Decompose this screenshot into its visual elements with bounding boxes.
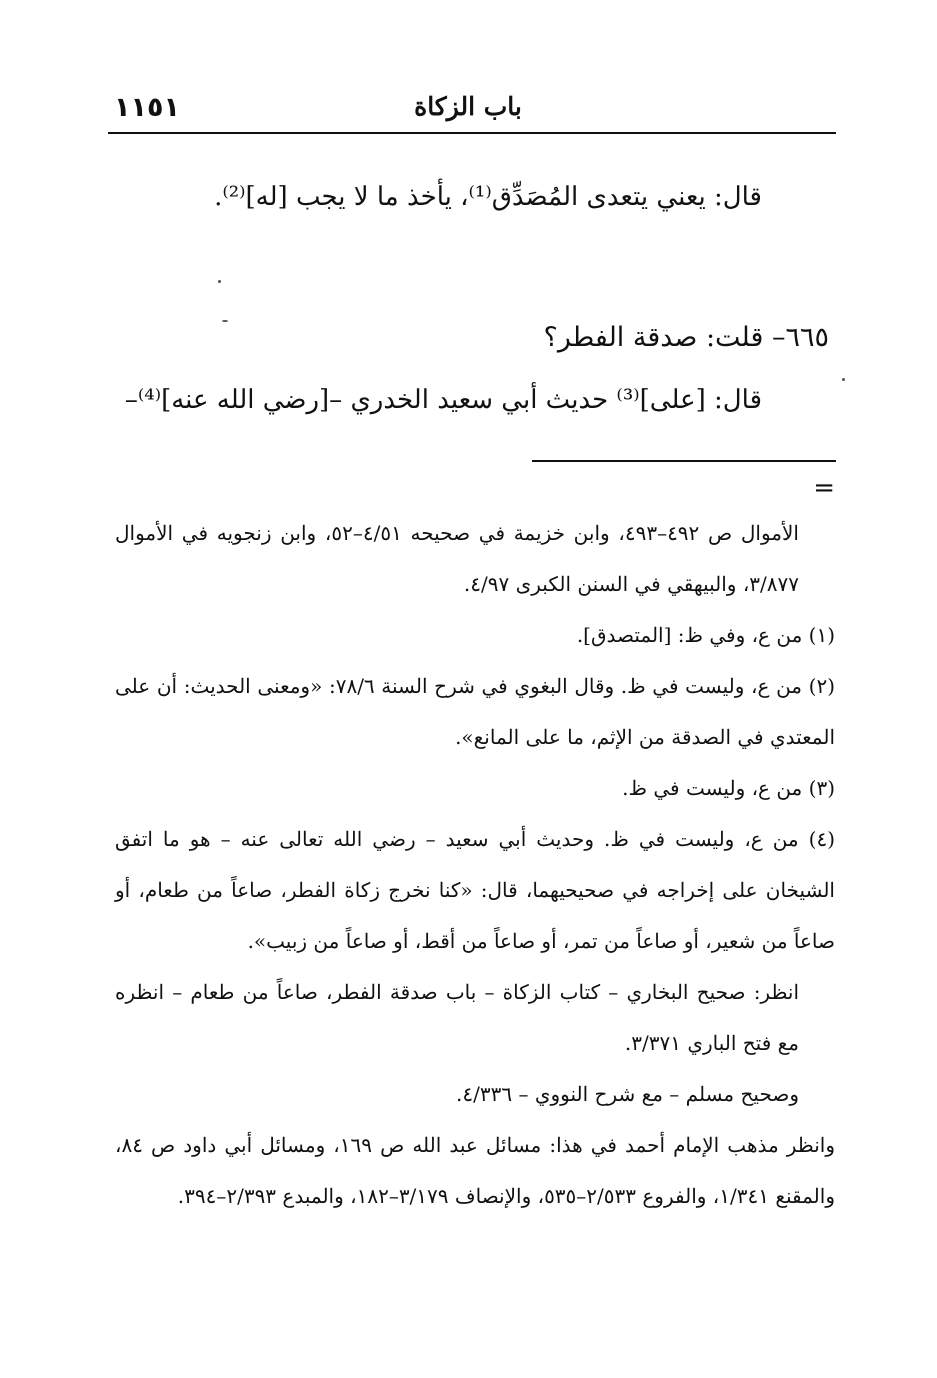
page-number: ١١٥١ — [114, 92, 180, 123]
header-rule — [108, 132, 836, 134]
footnote-reference: انظر: صحيح البخاري – كتاب الزكاة – باب صدقة الفطر، صاعاً من طعام – انظره مع فتح الباري ٣/٣٧١. — [115, 980, 799, 1055]
question-heading: ٦٦٥– قلت: صدقة الفطر؟ — [543, 322, 829, 353]
running-head: باب الزكاة — [414, 92, 522, 121]
footnote-reference: وصحيح مسلم – مع شرح النووي – ٤/٣٣٦. — [456, 1082, 799, 1106]
footnote-2: (٢) من ع، وليست في ظ. وقال البغوي في شرح السنة ٧٨/٦: «ومعنى الحديث: أن على المعتدي في الصدقة من الإثم، ما على المانع». — [115, 674, 835, 749]
page-header — [108, 90, 836, 130]
continuation-mark: = — [813, 473, 835, 503]
footnote-4: (٤) من ع، وليست في ظ. وحديث أبي سعيد – رضي الله تعالى عنه – هو ما اتفق الشيخان على إخراجه في صحيحيهما، قال: «كنا نخرج زكاة الفطر، صاعاً من طعام، أو صاعاً من شعير، أو صاعاً من تمر، أو صاعاً من أقط، أو صاعاً من زبيب». — [115, 827, 835, 953]
main-text-line: قال: [على]⁽³⁾ حديث أبي سعيد الخدري –[رضي الله عنه]⁽⁴⁾– — [124, 385, 762, 415]
footnote-continuation: الأموال ص ٤٩٢–٤٩٣، وابن خزيمة في صحيحه ٤/٥١–٥٢، وابن زنجويه في الأموال ٣/٨٧٧، والبيهقي في السنن الكبرى ٤/٩٧. — [115, 521, 799, 596]
speck — [218, 280, 221, 283]
footnote-separator — [532, 460, 836, 462]
footnote-1: (١) من ع، وفي ظ: [المتصدق]. — [576, 623, 835, 647]
speck — [842, 378, 845, 381]
footnote-3: (٣) من ع، وليست في ظ. — [622, 776, 835, 800]
main-text-line: قال: يعني يتعدى المُصَدِّق⁽¹⁾، يأخذ ما لا يجب [له]⁽²⁾. — [214, 182, 762, 212]
speck — [222, 320, 228, 322]
footnote-reference: وانظر مذهب الإمام أحمد في هذا: مسائل عبد الله ص ١٦٩، ومسائل أبي داود ص ٨٤، والمقنع ١/٣٤١، والفروع ٢/٥٣٣–٥٣٥، والإنصاف ٣/١٧٩–١٨٢، والمبدع ٢/٣٩٣–٣٩٤. — [115, 1133, 835, 1208]
